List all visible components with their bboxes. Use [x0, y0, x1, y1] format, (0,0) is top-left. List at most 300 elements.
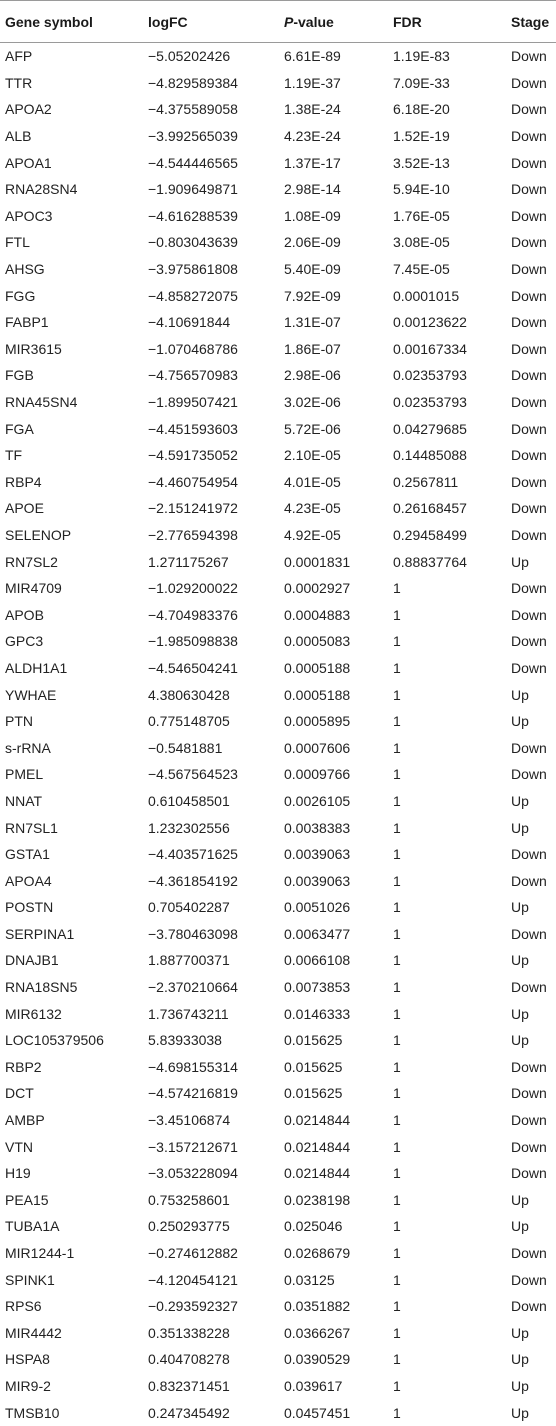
cell-p-value: 2.98E-06	[284, 367, 341, 384]
table-row	[0, 894, 556, 921]
cell-fdr: 1	[393, 766, 401, 783]
cell-stage: Up	[511, 952, 529, 969]
cell-p-value: 0.0073853	[284, 979, 351, 996]
cell-logfc: 0.832371451	[148, 1377, 230, 1394]
cell-p-value: 0.0457451	[284, 1404, 351, 1421]
cell-gene-symbol: GSTA1	[5, 846, 50, 863]
table-row	[0, 1346, 556, 1373]
cell-stage: Down	[511, 1165, 547, 1182]
table-row	[0, 1107, 556, 1134]
cell-p-value: 0.0039063	[284, 846, 351, 863]
cell-logfc: −4.403571625	[148, 846, 238, 863]
cell-fdr: 0.04279685	[393, 420, 467, 437]
cell-logfc: −2.151241972	[148, 500, 238, 517]
cell-stage: Down	[511, 74, 547, 91]
cell-stage: Down	[511, 181, 547, 198]
cell-gene-symbol: MIR9-2	[5, 1377, 51, 1394]
cell-fdr: 1	[393, 846, 401, 863]
cell-stage: Down	[511, 340, 547, 357]
cell-gene-symbol: SERPINA1	[5, 925, 75, 942]
cell-gene-symbol: HSPA8	[5, 1351, 50, 1368]
cell-p-value: 0.0351882	[284, 1298, 351, 1315]
cell-gene-symbol: APOA1	[5, 154, 52, 171]
cell-gene-symbol: AMBP	[5, 1112, 45, 1129]
cell-stage: Down	[511, 207, 547, 224]
cell-logfc: 0.705402287	[148, 899, 230, 916]
table-row	[0, 1240, 556, 1267]
cell-fdr: 0.02353793	[393, 367, 467, 384]
cell-fdr: 6.18E-20	[393, 101, 450, 118]
cell-gene-symbol: ALB	[5, 128, 32, 145]
cell-logfc: −2.776594398	[148, 526, 238, 543]
cell-p-value: 1.86E-07	[284, 340, 341, 357]
table-row	[0, 1187, 556, 1214]
cell-gene-symbol: DCT	[5, 1085, 34, 1102]
cell-stage: Up	[511, 819, 529, 836]
cell-gene-symbol: APOC3	[5, 207, 53, 224]
cell-gene-symbol: PMEL	[5, 766, 44, 783]
cell-fdr: 0.0001015	[393, 287, 460, 304]
cell-logfc: −1.070468786	[148, 340, 238, 357]
cell-fdr: 1	[393, 1032, 401, 1049]
cell-fdr: 0.2567811	[393, 473, 459, 490]
header-p-rest: -value	[293, 13, 334, 30]
cell-p-value: 0.0002927	[284, 580, 351, 597]
cell-gene-symbol: RBP4	[5, 473, 42, 490]
cell-stage: Down	[511, 394, 547, 411]
cell-gene-symbol: MIR3615	[5, 340, 62, 357]
table-row	[0, 1266, 556, 1293]
cell-stage: Down	[511, 1271, 547, 1288]
cell-p-value: 2.98E-14	[284, 181, 341, 198]
cell-fdr: 0.02353793	[393, 394, 467, 411]
table-row	[0, 548, 556, 575]
cell-logfc: −2.370210664	[148, 979, 238, 996]
cell-gene-symbol: FTL	[5, 234, 30, 251]
cell-gene-symbol: RNA28SN4	[5, 181, 78, 198]
cell-p-value: 6.61E-89	[284, 48, 341, 65]
cell-p-value: 0.015625	[284, 1032, 343, 1049]
cell-p-value: 1.38E-24	[284, 101, 341, 118]
cell-fdr: 1.52E-19	[393, 128, 450, 145]
cell-stage: Up	[511, 1191, 529, 1208]
cell-p-value: 2.06E-09	[284, 234, 341, 251]
cell-logfc: −3.157212671	[148, 1138, 238, 1155]
cell-fdr: 1	[393, 925, 401, 942]
cell-p-value: 0.0005188	[284, 686, 351, 703]
cell-fdr: 1	[393, 1112, 401, 1129]
cell-logfc: −3.053228094	[148, 1165, 238, 1182]
cell-logfc: 1.887700371	[148, 952, 230, 969]
table-row	[0, 1213, 556, 1240]
cell-p-value: 0.0146333	[284, 1005, 351, 1022]
table-row	[0, 415, 556, 442]
cell-stage: Down	[511, 1085, 547, 1102]
cell-gene-symbol: APOB	[5, 606, 44, 623]
cell-logfc: −4.361854192	[148, 872, 238, 889]
cell-stage: Up	[511, 1005, 529, 1022]
cell-stage: Down	[511, 500, 547, 517]
table-row	[0, 974, 556, 1001]
table-row	[0, 1054, 556, 1081]
cell-p-value: 0.0238198	[284, 1191, 351, 1208]
cell-gene-symbol: PTN	[5, 713, 33, 730]
cell-p-value: 0.0214844	[284, 1112, 351, 1129]
cell-stage: Down	[511, 101, 547, 118]
cell-gene-symbol: LOC105379506	[5, 1032, 104, 1049]
cell-logfc: −4.829589384	[148, 74, 238, 91]
cell-stage: Down	[511, 234, 547, 251]
cell-fdr: 1	[393, 1138, 401, 1155]
cell-logfc: 0.753258601	[148, 1191, 230, 1208]
cell-stage: Down	[511, 1058, 547, 1075]
cell-logfc: −4.858272075	[148, 287, 238, 304]
cell-gene-symbol: RN7SL1	[5, 819, 58, 836]
cell-p-value: 5.72E-06	[284, 420, 341, 437]
cell-stage: Down	[511, 606, 547, 623]
cell-stage: Up	[511, 1351, 529, 1368]
cell-fdr: 0.00123622	[393, 314, 467, 331]
cell-p-value: 0.0001831	[284, 553, 351, 570]
cell-stage: Down	[511, 846, 547, 863]
cell-p-value: 4.92E-05	[284, 526, 341, 543]
cell-stage: Up	[511, 553, 529, 570]
cell-fdr: 1	[393, 1085, 401, 1102]
cell-gene-symbol: FABP1	[5, 314, 49, 331]
header-gene-symbol: Gene symbol	[5, 13, 93, 30]
cell-gene-symbol: GPC3	[5, 633, 44, 650]
cell-stage: Up	[511, 1032, 529, 1049]
cell-fdr: 0.26168457	[393, 500, 467, 517]
cell-fdr: 1	[393, 633, 401, 650]
table-row	[0, 469, 556, 496]
cell-logfc: −0.5481881	[148, 739, 223, 756]
cell-stage: Down	[511, 473, 547, 490]
cell-logfc: −4.544446565	[148, 154, 238, 171]
cell-logfc: 0.404708278	[148, 1351, 230, 1368]
cell-logfc: −4.120454121	[148, 1271, 238, 1288]
table-row	[0, 655, 556, 682]
cell-p-value: 3.02E-06	[284, 394, 341, 411]
cell-p-value: 0.015625	[284, 1058, 343, 1075]
table-row	[0, 1320, 556, 1347]
header-stage: Stage	[511, 13, 550, 30]
cell-p-value: 0.03125	[284, 1271, 335, 1288]
table-row	[0, 814, 556, 841]
cell-gene-symbol: MIR4709	[5, 580, 62, 597]
cell-stage: Down	[511, 766, 547, 783]
cell-stage: Up	[511, 899, 529, 916]
table-row	[0, 176, 556, 203]
table-row	[0, 1080, 556, 1107]
cell-logfc: −5.05202426	[148, 48, 231, 65]
table-row	[0, 203, 556, 230]
table-row	[0, 522, 556, 549]
cell-fdr: 1	[393, 1005, 401, 1022]
cell-p-value: 0.0268679	[284, 1245, 351, 1262]
cell-gene-symbol: SELENOP	[5, 526, 72, 543]
cell-stage: Down	[511, 872, 547, 889]
table-body	[0, 43, 556, 1426]
cell-stage: Down	[511, 287, 547, 304]
cell-stage: Down	[511, 979, 547, 996]
cell-logfc: 1.271175267	[148, 553, 229, 570]
cell-p-value: 1.37E-17	[284, 154, 341, 171]
table-row	[0, 867, 556, 894]
header-logfc: logFC	[148, 13, 188, 30]
cell-fdr: 7.45E-05	[393, 261, 450, 278]
cell-gene-symbol: VTN	[5, 1138, 33, 1155]
table-row	[0, 681, 556, 708]
cell-p-value: 0.0005895	[284, 713, 351, 730]
cell-logfc: −1.899507421	[148, 394, 238, 411]
table-row	[0, 575, 556, 602]
cell-fdr: 1	[393, 872, 401, 889]
cell-p-value: 0.0009766	[284, 766, 351, 783]
cell-stage: Down	[511, 659, 547, 676]
cell-gene-symbol: ALDH1A1	[5, 659, 68, 676]
cell-logfc: −0.293592327	[148, 1298, 238, 1315]
cell-logfc: −4.616288539	[148, 207, 238, 224]
cell-gene-symbol: FGA	[5, 420, 34, 437]
cell-p-value: 0.0366267	[284, 1324, 351, 1341]
table-row	[0, 149, 556, 176]
table-row	[0, 495, 556, 522]
table-row	[0, 921, 556, 948]
table-row	[0, 336, 556, 363]
cell-logfc: −3.975861808	[148, 261, 238, 278]
cell-logfc: −1.909649871	[148, 181, 238, 198]
table-row	[0, 1000, 556, 1027]
cell-fdr: 1	[393, 1165, 401, 1182]
cell-fdr: 1	[393, 713, 401, 730]
cell-logfc: 0.775148705	[148, 713, 230, 730]
table-row	[0, 628, 556, 655]
cell-fdr: 1	[393, 1058, 401, 1075]
cell-stage: Down	[511, 447, 547, 464]
cell-stage: Up	[511, 1218, 529, 1235]
table-row	[0, 229, 556, 256]
table-row	[0, 788, 556, 815]
cell-gene-symbol: NNAT	[5, 792, 43, 809]
cell-p-value: 5.40E-09	[284, 261, 341, 278]
cell-p-value: 0.0214844	[284, 1138, 351, 1155]
table-header	[0, 0, 556, 43]
cell-stage: Down	[511, 1298, 547, 1315]
cell-stage: Down	[511, 261, 547, 278]
cell-fdr: 1	[393, 1218, 401, 1235]
cell-stage: Up	[511, 1404, 529, 1421]
cell-fdr: 1	[393, 979, 401, 996]
cell-fdr: 0.88837764	[393, 553, 467, 570]
cell-stage: Down	[511, 1138, 547, 1155]
table-row	[0, 256, 556, 283]
cell-p-value: 1.08E-09	[284, 207, 341, 224]
table-row	[0, 309, 556, 336]
cell-p-value: 0.0063477	[284, 925, 351, 942]
cell-logfc: −3.992565039	[148, 128, 238, 145]
cell-gene-symbol: RNA18SN5	[5, 979, 78, 996]
header-fdr: FDR	[393, 13, 422, 30]
cell-p-value: 0.0038383	[284, 819, 351, 836]
cell-p-value: 0.0007606	[284, 739, 351, 756]
cell-gene-symbol: FGG	[5, 287, 36, 304]
cell-gene-symbol: APOA4	[5, 872, 52, 889]
cell-fdr: 1	[393, 1271, 401, 1288]
cell-gene-symbol: TUBA1A	[5, 1218, 60, 1235]
header-p-value	[284, 14, 393, 30]
cell-logfc: 4.380630428	[148, 686, 230, 703]
cell-p-value: 0.015625	[284, 1085, 343, 1102]
header-p-italic: P	[284, 13, 294, 30]
cell-gene-symbol: YWHAE	[5, 686, 57, 703]
cell-fdr: 1	[393, 606, 401, 623]
cell-logfc: 0.351338228	[148, 1324, 230, 1341]
cell-fdr: 1	[393, 1404, 401, 1421]
cell-fdr: 1	[393, 952, 401, 969]
cell-gene-symbol: TF	[5, 447, 23, 464]
cell-stage: Down	[511, 1245, 547, 1262]
cell-logfc: 0.250293775	[148, 1218, 230, 1235]
cell-fdr: 3.08E-05	[393, 234, 450, 251]
table-row	[0, 389, 556, 416]
cell-p-value: 0.0005188	[284, 659, 351, 676]
cell-p-value: 0.0051026	[284, 899, 351, 916]
cell-fdr: 3.52E-13	[393, 154, 450, 171]
cell-stage: Down	[511, 580, 547, 597]
table-row	[0, 70, 556, 97]
cell-fdr: 1	[393, 819, 401, 836]
cell-p-value: 0.025046	[284, 1218, 343, 1235]
cell-logfc: −4.704983376	[148, 606, 238, 623]
cell-logfc: −1.985098838	[148, 633, 238, 650]
table-row	[0, 362, 556, 389]
cell-p-value: 4.23E-05	[284, 500, 341, 517]
table-row	[0, 1399, 556, 1426]
cell-gene-symbol: H19	[5, 1165, 31, 1182]
table-row	[0, 708, 556, 735]
cell-logfc: −4.451593603	[148, 420, 238, 437]
cell-stage: Down	[511, 925, 547, 942]
cell-logfc: 1.736743211	[148, 1005, 229, 1022]
cell-p-value: 4.23E-24	[284, 128, 341, 145]
cell-logfc: −4.567564523	[148, 766, 238, 783]
cell-stage: Down	[511, 1112, 547, 1129]
cell-gene-symbol: RN7SL2	[5, 553, 58, 570]
cell-fdr: 1	[393, 1377, 401, 1394]
cell-fdr: 1.19E-83	[393, 48, 450, 65]
table-row	[0, 841, 556, 868]
cell-p-value: 0.0026105	[284, 792, 351, 809]
cell-logfc: −0.274612882	[148, 1245, 238, 1262]
cell-logfc: 1.232302556	[148, 819, 230, 836]
cell-fdr: 1	[393, 580, 401, 597]
cell-fdr: 0.29458499	[393, 526, 467, 543]
cell-p-value: 0.0390529	[284, 1351, 351, 1368]
table-row	[0, 1133, 556, 1160]
cell-p-value: 1.19E-37	[284, 74, 341, 91]
cell-logfc: −4.375589058	[148, 101, 238, 118]
cell-gene-symbol: FGB	[5, 367, 34, 384]
cell-stage: Up	[511, 1324, 529, 1341]
cell-stage: Down	[511, 526, 547, 543]
cell-p-value: 4.01E-05	[284, 473, 341, 490]
cell-stage: Down	[511, 314, 547, 331]
table-row	[0, 734, 556, 761]
cell-logfc: −1.029200022	[148, 580, 238, 597]
cell-fdr: 1	[393, 1351, 401, 1368]
cell-logfc: −4.10691844	[148, 314, 231, 331]
cell-p-value: 0.039617	[284, 1377, 343, 1394]
cell-stage: Up	[511, 713, 529, 730]
cell-gene-symbol: APOA2	[5, 101, 52, 118]
cell-logfc: −4.574216819	[148, 1085, 238, 1102]
cell-p-value: 0.0066108	[284, 952, 351, 969]
cell-gene-symbol: AFP	[5, 48, 33, 65]
table-row	[0, 1293, 556, 1320]
cell-logfc: −4.460754954	[148, 473, 238, 490]
cell-stage: Down	[511, 48, 547, 65]
cell-gene-symbol: MIR1244-1	[5, 1245, 75, 1262]
cell-logfc: −3.780463098	[148, 925, 238, 942]
cell-gene-symbol: MIR4442	[5, 1324, 62, 1341]
cell-fdr: 1	[393, 1245, 401, 1262]
table-row	[0, 442, 556, 469]
cell-logfc: −4.756570983	[148, 367, 238, 384]
cell-fdr: 1.76E-05	[393, 207, 450, 224]
cell-stage: Down	[511, 154, 547, 171]
cell-logfc: −4.546504241	[148, 659, 238, 676]
cell-gene-symbol: AHSG	[5, 261, 45, 278]
table-row	[0, 601, 556, 628]
cell-stage: Up	[511, 686, 529, 703]
cell-fdr: 1	[393, 792, 401, 809]
cell-gene-symbol: APOE	[5, 500, 44, 517]
table-row	[0, 761, 556, 788]
cell-gene-symbol: RNA45SN4	[5, 394, 78, 411]
cell-stage: Down	[511, 128, 547, 145]
cell-fdr: 1	[393, 686, 401, 703]
cell-stage: Up	[511, 792, 529, 809]
cell-logfc: −4.698155314	[148, 1058, 238, 1075]
cell-fdr: 7.09E-33	[393, 74, 450, 91]
cell-gene-symbol: POSTN	[5, 899, 54, 916]
cell-fdr: 1	[393, 1191, 401, 1208]
cell-gene-symbol: DNAJB1	[5, 952, 59, 969]
table-row	[0, 123, 556, 150]
cell-fdr: 0.14485088	[393, 447, 467, 464]
cell-gene-symbol: MIR6132	[5, 1005, 62, 1022]
table-row	[0, 1373, 556, 1400]
cell-stage: Up	[511, 1377, 529, 1394]
cell-stage: Down	[511, 420, 547, 437]
cell-p-value: 1.31E-07	[284, 314, 341, 331]
cell-logfc: −0.803043639	[148, 234, 238, 251]
cell-fdr: 5.94E-10	[393, 181, 450, 198]
table-row	[0, 1027, 556, 1054]
cell-p-value: 2.10E-05	[284, 447, 341, 464]
cell-gene-symbol: s-rRNA	[5, 739, 51, 756]
cell-gene-symbol: TMSB10	[5, 1404, 60, 1421]
cell-p-value: 0.0214844	[284, 1165, 351, 1182]
cell-gene-symbol: RBP2	[5, 1058, 42, 1075]
cell-p-value: 0.0004883	[284, 606, 351, 623]
cell-p-value: 0.0039063	[284, 872, 351, 889]
table-row	[0, 43, 556, 70]
cell-fdr: 1	[393, 739, 401, 756]
cell-gene-symbol: SPINK1	[5, 1271, 55, 1288]
cell-fdr: 1	[393, 659, 401, 676]
